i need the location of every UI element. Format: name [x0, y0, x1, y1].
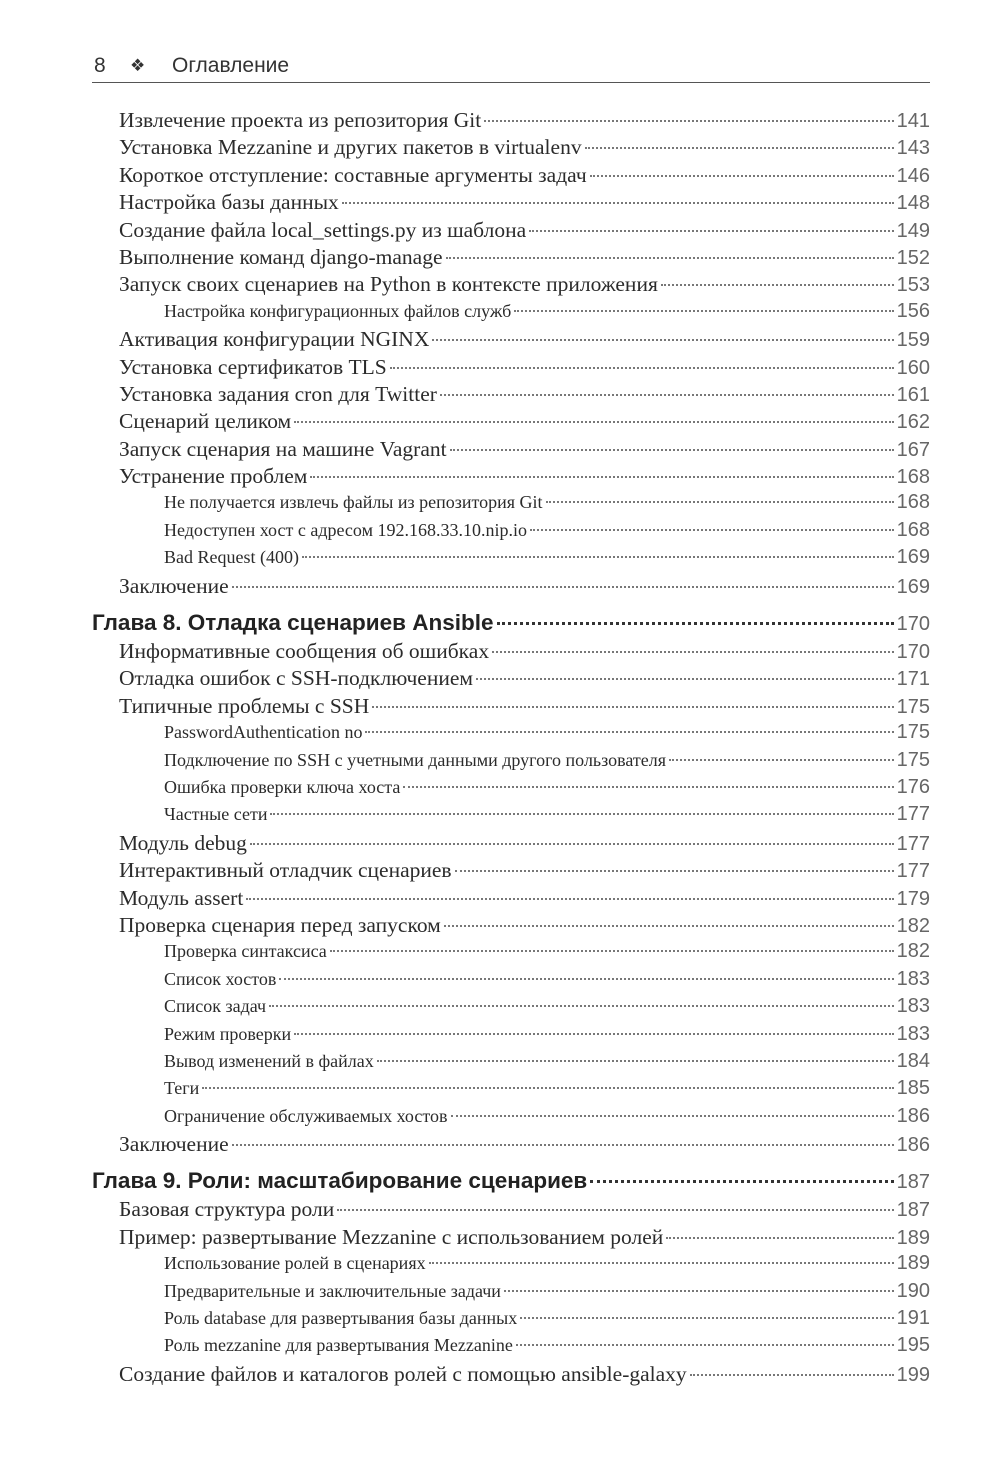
dot-leader: [585, 147, 894, 149]
toc-entry-title: Активация конфигурации NGINX: [119, 327, 430, 352]
dot-leader: [377, 1060, 894, 1062]
toc-entry-title: Базовая структура роли: [119, 1197, 335, 1222]
dot-leader: [590, 1180, 893, 1183]
dot-leader: [669, 759, 894, 761]
toc-entry-title: Извлечение проекта из репозитория Git: [119, 108, 482, 132]
toc-entry-title: Роль database для развертывания базы данных: [164, 1308, 518, 1329]
toc-entry-title: Bad Request (400): [164, 547, 299, 568]
toc-entry-page: 183: [896, 967, 930, 990]
toc-entry: [92, 382, 930, 409]
dot-leader: [330, 950, 894, 952]
toc-entry-page: 182: [896, 914, 930, 937]
toc-entry-title: Заключение: [119, 1132, 229, 1157]
dot-leader: [492, 651, 894, 653]
toc-entry-page: 152: [896, 246, 930, 269]
toc-entry-title: Ошибка проверки ключа хоста: [164, 776, 401, 797]
dot-leader: [440, 394, 894, 396]
toc-entry-title: Проверка синтаксиса: [164, 941, 327, 962]
toc-entry-title: Настройка конфигурационных файлов служб: [164, 300, 512, 321]
page-number: 8: [94, 54, 106, 77]
running-header: [92, 50, 930, 83]
dot-leader: [429, 1262, 894, 1264]
dot-leader: [516, 1344, 894, 1346]
toc-entry-title: Частные сети: [164, 804, 268, 825]
dot-leader: [232, 1144, 894, 1146]
toc-entry-page: 175: [896, 748, 930, 771]
toc-entry-title: PasswordAuthentication no: [164, 722, 363, 743]
dot-leader: [372, 706, 893, 708]
toc-entry-title: Информативные сообщения об ошибках: [119, 639, 490, 664]
toc-entry-title: Теги: [164, 1078, 200, 1099]
toc-entry: [92, 1132, 930, 1159]
dot-leader: [279, 978, 893, 980]
dot-leader: [294, 421, 893, 423]
dot-leader: [294, 1033, 894, 1035]
toc-chapter-entry: [92, 1168, 930, 1197]
toc-entry: [92, 995, 930, 1022]
toc-entry-page: 175: [896, 721, 930, 744]
toc-chapter-entry: [92, 610, 930, 639]
dot-leader: [202, 1087, 893, 1089]
dot-leader: [390, 367, 894, 369]
dot-leader: [497, 622, 894, 625]
toc-entry-page: 161: [896, 383, 930, 406]
dot-leader: [520, 1317, 893, 1319]
toc-entry-title: Режим проверки: [164, 1023, 292, 1044]
toc-entry: [92, 355, 930, 382]
toc-entry-page: 148: [896, 192, 930, 215]
toc-entry-title: Пример: развертывание Mezzanine с использованием ролей: [119, 1224, 664, 1249]
toc-entry-title: Не получается извлечь файлы из репозитория Git: [164, 492, 543, 513]
toc-entry-page: 159: [896, 329, 930, 352]
toc-entry-title: Вывод изменений в файлах: [164, 1050, 374, 1071]
toc-entry-page: 170: [896, 641, 930, 664]
toc-entry: [92, 464, 930, 491]
dot-leader: [310, 476, 893, 478]
dot-leader: [504, 1290, 894, 1292]
toc-entry-title: Заключение: [119, 573, 229, 598]
toc-entry-title: Установка Mezzanine и других пакетов в virtualenv: [119, 135, 582, 160]
toc-entry: [92, 803, 930, 830]
dot-leader: [455, 870, 894, 872]
dot-leader: [232, 586, 894, 588]
toc-entry-page: 175: [896, 695, 930, 718]
dot-leader: [365, 731, 893, 733]
toc-entry: [92, 968, 930, 995]
dot-leader: [450, 449, 894, 451]
dot-leader: [432, 339, 893, 341]
toc-entry-title: Подключение по SSH с учетными данными другого пользователя: [164, 749, 667, 770]
toc-entry-title: Список задач: [164, 996, 267, 1017]
toc-entry-title: Выполнение команд django-manage: [119, 244, 443, 269]
toc-entry-title: Установка сертификатов TLS: [119, 354, 387, 379]
dot-leader: [403, 786, 893, 788]
toc-entry: [92, 218, 930, 245]
toc-entry: [92, 1225, 930, 1252]
toc-entry: [92, 108, 930, 135]
toc-entry-page: 167: [896, 438, 930, 461]
toc-entry: [92, 245, 930, 272]
toc-entry: [92, 163, 930, 190]
toc-entry-title: Установка задания cron для Twitter: [119, 381, 437, 406]
toc-entry-page: 190: [896, 1279, 930, 1302]
toc-entry-page: 187: [896, 1199, 930, 1222]
toc-entry: [92, 940, 930, 967]
toc-entry-title: Роль mezzanine для развертывания Mezzanine: [164, 1335, 513, 1356]
toc-entry: [92, 831, 930, 858]
toc-entry-page: 187: [896, 1171, 930, 1194]
toc-entry: [92, 749, 930, 776]
toc-entry-title: Отладка ошибок с SSH-подключением: [119, 666, 473, 691]
toc-entry: [92, 491, 930, 518]
toc-entry-page: 183: [896, 995, 930, 1018]
dot-leader: [451, 1115, 894, 1117]
dot-leader: [484, 120, 893, 122]
toc-entry-page: 168: [896, 518, 930, 541]
toc-entry-title: Модуль assert: [119, 885, 244, 910]
toc-entry-page: 177: [896, 803, 930, 826]
toc-entry-title: Запуск своих сценариев на Python в контексте приложения: [119, 272, 658, 297]
toc-entry-page: 184: [896, 1049, 930, 1072]
toc-entry-page: 177: [896, 832, 930, 855]
dot-leader: [302, 556, 894, 558]
toc-entry: [92, 409, 930, 436]
dot-leader: [476, 678, 894, 680]
toc-entry-page: 160: [896, 356, 930, 379]
dot-leader: [270, 813, 893, 815]
toc-entry: [92, 327, 930, 354]
dot-leader: [514, 310, 893, 312]
toc-entry-title: Сценарий целиком: [119, 409, 292, 434]
dot-leader: [590, 175, 894, 177]
toc-entry-page: 170: [896, 613, 930, 636]
toc-entry: [92, 694, 930, 721]
toc-entry: [92, 913, 930, 940]
toc-entry-page: 199: [896, 1363, 930, 1386]
toc-entry-page: 189: [896, 1226, 930, 1249]
toc-entry-title: Проверка сценария перед запуском: [119, 912, 441, 937]
dot-leader: [444, 925, 894, 927]
toc-entry-page: 162: [896, 411, 930, 434]
toc-entry-page: 141: [896, 110, 930, 132]
toc-entry-page: 195: [896, 1334, 930, 1357]
toc-entry-title: Запуск сценария на машине Vagrant: [119, 436, 447, 461]
header-title: Оглавление: [172, 54, 290, 77]
toc-entry-title: Создание файла local_settings.py из шаблона: [119, 217, 527, 242]
toc-entry: [92, 886, 930, 913]
toc-entry-title: Модуль debug: [119, 830, 247, 855]
toc-entry: [92, 190, 930, 217]
toc-entry-title: Интерактивный отладчик сценариев: [119, 858, 452, 883]
dot-leader: [250, 843, 894, 845]
toc-entry-title: Глава 9. Роли: масштабирование сценариев: [92, 1168, 588, 1194]
toc-entry: [92, 1252, 930, 1279]
toc-entry-page: 168: [896, 491, 930, 514]
toc-entry: [92, 1197, 930, 1224]
toc-entry: [92, 574, 930, 601]
toc-entry-page: 169: [896, 575, 930, 598]
toc-entry-title: Создание файлов и каталогов ролей с помощью ansible-galaxy: [119, 1361, 687, 1386]
toc-entry: [92, 135, 930, 162]
dot-leader: [269, 1005, 894, 1007]
toc-entry-page: 176: [896, 775, 930, 798]
toc-entry-title: Устранение проблем: [119, 464, 308, 489]
toc-entry-page: 168: [896, 466, 930, 489]
dot-leader: [690, 1374, 894, 1376]
toc-entry-page: 146: [896, 164, 930, 187]
toc-entry: [92, 1077, 930, 1104]
toc-entry-title: Ограничение обслуживаемых хостов: [164, 1105, 448, 1126]
toc-entry: [92, 519, 930, 546]
toc-entry: [92, 1050, 930, 1077]
dot-leader: [530, 529, 894, 531]
toc-entry: [92, 272, 930, 299]
dot-leader: [546, 501, 894, 503]
toc-entry: [92, 1334, 930, 1361]
toc-entry-title: Глава 8. Отладка сценариев Ansible: [92, 610, 494, 636]
toc-entry: [92, 776, 930, 803]
toc-entry: [92, 1307, 930, 1334]
toc-entry-page: 153: [896, 274, 930, 297]
toc-entry-page: 186: [896, 1134, 930, 1157]
toc-entry-title: Типичные проблемы с SSH: [119, 693, 370, 718]
toc-entry: [92, 1280, 930, 1307]
toc-entry-page: 186: [896, 1104, 930, 1127]
dot-leader: [337, 1209, 893, 1211]
toc-entry: [92, 546, 930, 573]
toc-entry: [92, 1023, 930, 1050]
dot-leader: [246, 898, 893, 900]
dot-leader: [666, 1237, 893, 1239]
toc-entry-page: 177: [896, 860, 930, 883]
toc-entry-page: 189: [896, 1252, 930, 1275]
toc-entry-title: Предварительные и заключительные задачи: [164, 1280, 501, 1301]
toc-entry-page: 156: [896, 299, 930, 322]
dot-leader: [661, 284, 894, 286]
dot-leader: [446, 257, 894, 259]
toc-entry: [92, 300, 930, 327]
toc-entry-page: 169: [896, 546, 930, 569]
table-of-contents: [92, 108, 930, 1389]
toc-entry: [92, 639, 930, 666]
dot-leader: [342, 202, 894, 204]
dot-leader: [529, 230, 894, 232]
toc-entry-page: 183: [896, 1022, 930, 1045]
toc-entry-title: Короткое отступление: составные аргументы задач: [119, 162, 587, 187]
ornament-icon: ❖: [130, 56, 146, 75]
toc-entry: [92, 721, 930, 748]
toc-entry-title: Список хостов: [164, 968, 277, 989]
toc-entry-title: Настройка базы данных: [119, 190, 339, 215]
toc-entry: [92, 1362, 930, 1389]
toc-entry-page: 182: [896, 940, 930, 963]
toc-entry: [92, 1105, 930, 1132]
toc-entry: [92, 666, 930, 693]
toc-entry-page: 149: [896, 219, 930, 242]
toc-entry-title: Использование ролей в сценариях: [164, 1253, 426, 1274]
toc-entry: [92, 858, 930, 885]
toc-entry-page: 191: [896, 1307, 930, 1330]
toc-entry-page: 171: [896, 668, 930, 691]
toc-entry-page: 185: [896, 1077, 930, 1100]
toc-entry-page: 179: [896, 887, 930, 910]
toc-entry-title: Недоступен хост с адресом 192.168.33.10.nip.io: [164, 519, 527, 540]
toc-entry-page: 143: [896, 137, 930, 160]
toc-entry: [92, 437, 930, 464]
